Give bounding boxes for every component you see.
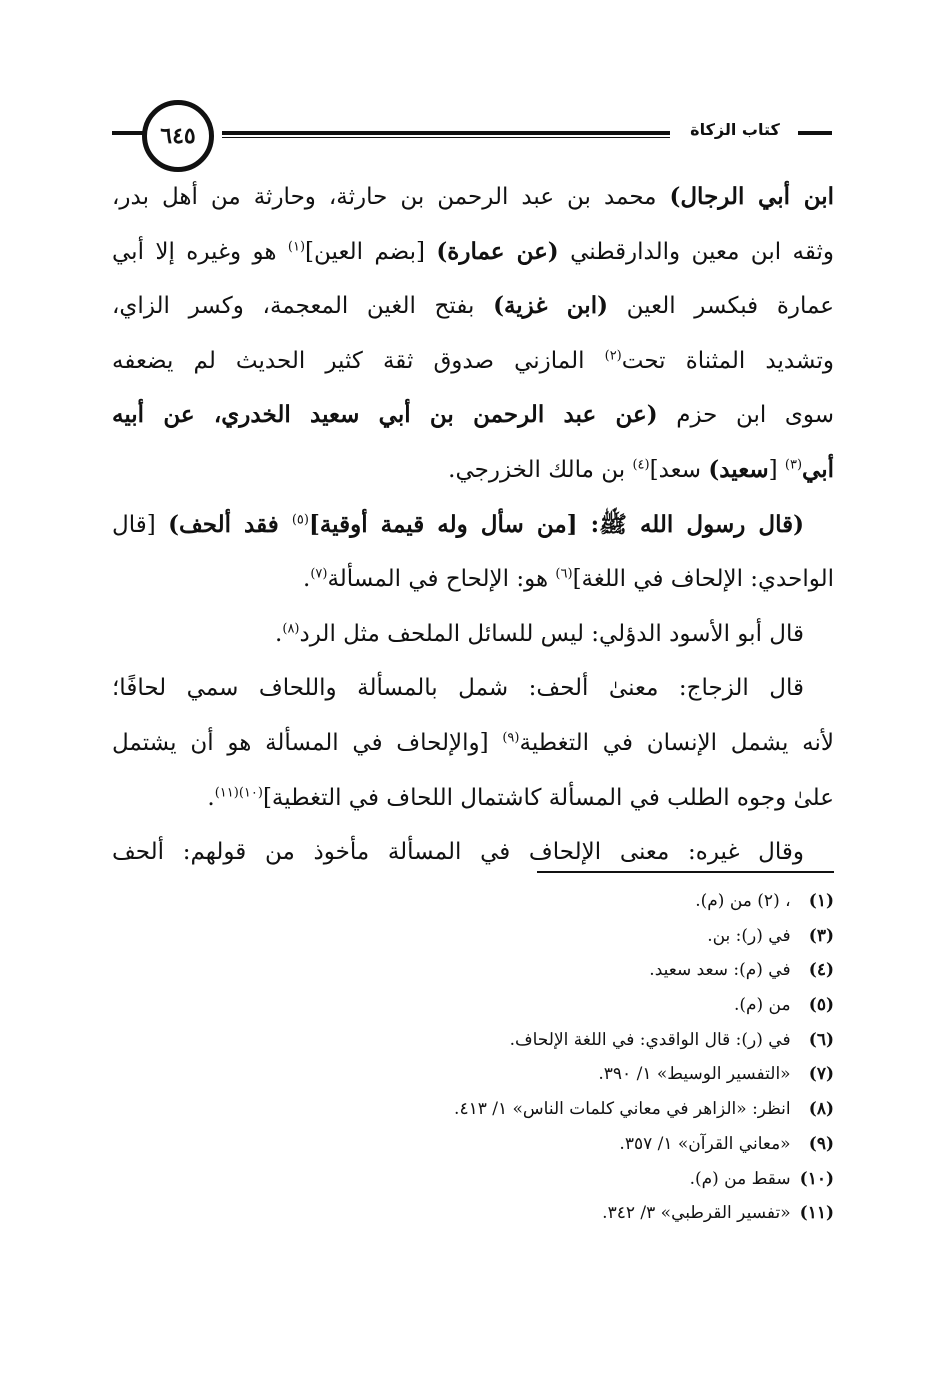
- text-span: .: [207, 784, 215, 811]
- text-line-9: [112, 607, 834, 662]
- footnote-number: (٦): [808, 1029, 834, 1050]
- text-line-2: [112, 225, 834, 280]
- footnote: [112, 1057, 834, 1092]
- text-span: علىٰ وجوه الطلب في المسألة كاشتمال اللحاف في التغطية]: [262, 784, 834, 811]
- text-span: .: [303, 566, 311, 593]
- footnote: [112, 953, 834, 988]
- text-line-7: [112, 498, 834, 553]
- footnote-number: (١١): [799, 1203, 834, 1224]
- text-line-4: [112, 334, 834, 389]
- text-span: بفتح الغين المعجمة، وكسر الزاي،: [112, 293, 494, 320]
- footnote-text: «معاني القرآن» ١/ ٣٥٧.: [619, 1133, 791, 1154]
- text-span: سوى ابن حزم: [657, 402, 834, 429]
- text-span: المازني صدوق ثقة كثير الحديث لم يضعفه: [112, 347, 605, 374]
- footnote-number: (٩): [808, 1133, 834, 1154]
- footnote-number: (٧): [808, 1064, 834, 1085]
- footnote-ref: (٨): [282, 621, 300, 637]
- bold-span: أبي: [802, 455, 834, 483]
- header-rule-main: [222, 131, 670, 135]
- footnote-text: «تفسير القرطبي» ٣/ ٣٤٢.: [602, 1203, 791, 1224]
- footnote-ref: (٢): [604, 348, 622, 364]
- header-rule-thin: [222, 137, 670, 138]
- text-span: هو وغيره إلا أبي: [112, 238, 288, 265]
- text-span: الواحدي: الإلحاف في اللغة]: [572, 566, 834, 593]
- text-line-1: [112, 170, 834, 225]
- text-line-8: [112, 552, 834, 607]
- footnote-number: (٥): [808, 995, 834, 1016]
- header-rule-far-right: [798, 131, 832, 135]
- text-span: لأنه يشمل الإنسان في التغطية: [519, 729, 834, 756]
- footnote-ref: (٦): [555, 566, 573, 582]
- footnote-text: سقط من (م).: [689, 1168, 791, 1189]
- footnote-ref: (٥): [291, 511, 309, 527]
- bold-span: (قال رسول الله ﷺ: [من سأل وله قيمة أوقية]: [308, 510, 804, 538]
- text-span: [والإلحاف في المسألة هو أن يشتمل: [112, 729, 503, 756]
- text-span: سعد]: [649, 456, 709, 483]
- footnote: [112, 1162, 834, 1197]
- footnote-number: (٨): [808, 1099, 834, 1120]
- text-line-5: [112, 388, 834, 443]
- footnote-text: من (م).: [733, 995, 791, 1016]
- footnote: [112, 1023, 834, 1058]
- text-span: وقال غيره: معنى الإلحاف في المسألة مأخوذ من قولهم: ألحف: [112, 839, 804, 866]
- bold-span: (عن عمارة): [436, 237, 559, 265]
- text-span: .: [275, 620, 283, 647]
- footnote: [112, 1196, 834, 1231]
- text-span: محمد بن عبد الرحمن بن حارثة، وحارثة من أهل بدر،: [112, 184, 670, 210]
- footnote-text: في (م): سعد سعيد.: [649, 960, 791, 981]
- bold-span: فقد ألحف): [168, 510, 292, 538]
- footnote-text: «التفسير الوسيط» ١/ ٣٩٠.: [598, 1064, 791, 1085]
- bold-span: (عن عبد الرحمن بن أبي سعيد الخدري، عن أبيه: [112, 401, 658, 429]
- text-span: قال أبو الأسود الدؤلي: ليس للسائل الملحف مثل الرد: [299, 620, 804, 647]
- page-number: ٦٤٥: [160, 123, 196, 149]
- footnote-separator: [537, 871, 834, 873]
- footnote: [112, 919, 834, 954]
- footnote-ref: (٧): [310, 566, 328, 582]
- footnote: [112, 884, 834, 919]
- text-line-6: [112, 443, 834, 498]
- footnote-ref: (١): [287, 238, 306, 254]
- footnote-text: في (ر): قال الواقدي: في اللغة الإلحاف.: [509, 1029, 791, 1050]
- footnote-text: في (ر): بن.: [707, 925, 791, 946]
- bold-span: سعيد): [708, 455, 769, 483]
- bold-span: ابن أبي الرجال): [669, 183, 834, 210]
- footnote: [112, 1127, 834, 1162]
- page-number-badge: [142, 100, 214, 172]
- text-span: [بضم العين]: [305, 238, 437, 265]
- footnote-number: (١٠): [799, 1168, 834, 1189]
- text-span: [: [768, 456, 785, 483]
- text-line-10: [112, 661, 834, 716]
- footnote-text: انظر: «الزاهر في معاني كلمات الناس» ١/ ٤١٣.: [454, 1099, 791, 1120]
- footnote: [112, 1092, 834, 1127]
- text-line-3: [112, 279, 834, 334]
- footnote-ref: (١٠)(١١): [214, 784, 263, 800]
- footnote-ref: (٤): [632, 457, 650, 473]
- footnote-ref: (٣): [784, 457, 803, 473]
- text-span: عمارة فبكسر العين: [607, 293, 834, 320]
- text-span: هو: الإلحاح في المسألة: [327, 566, 556, 593]
- text-line-11: [112, 716, 834, 771]
- main-text: [112, 170, 834, 880]
- text-line-12: [112, 771, 834, 826]
- footnote-ref: (٩): [502, 730, 520, 746]
- text-span: [قال: [112, 511, 169, 538]
- footnote-number: (٤): [808, 960, 834, 981]
- footnotes: [112, 884, 834, 1231]
- running-title: كتاب الزكاة: [690, 120, 780, 139]
- text-span: بن مالك الخزرجي.: [448, 456, 633, 483]
- text-span: وثقه ابن معين والدارقطني: [558, 238, 834, 265]
- footnote: [112, 988, 834, 1023]
- footnote-number: (١): [808, 891, 834, 911]
- text-span: قال الزجاج: معنىٰ ألحف: شمل بالمسألة واللحاف سمي لحافًا؛: [112, 675, 804, 702]
- text-span: وتشديد المثناة تحت: [621, 347, 834, 374]
- bold-span: (ابن غزية): [493, 292, 608, 320]
- footnote-number: (٣): [808, 925, 834, 946]
- footnote-text: ، (٢) من (م).: [695, 891, 791, 911]
